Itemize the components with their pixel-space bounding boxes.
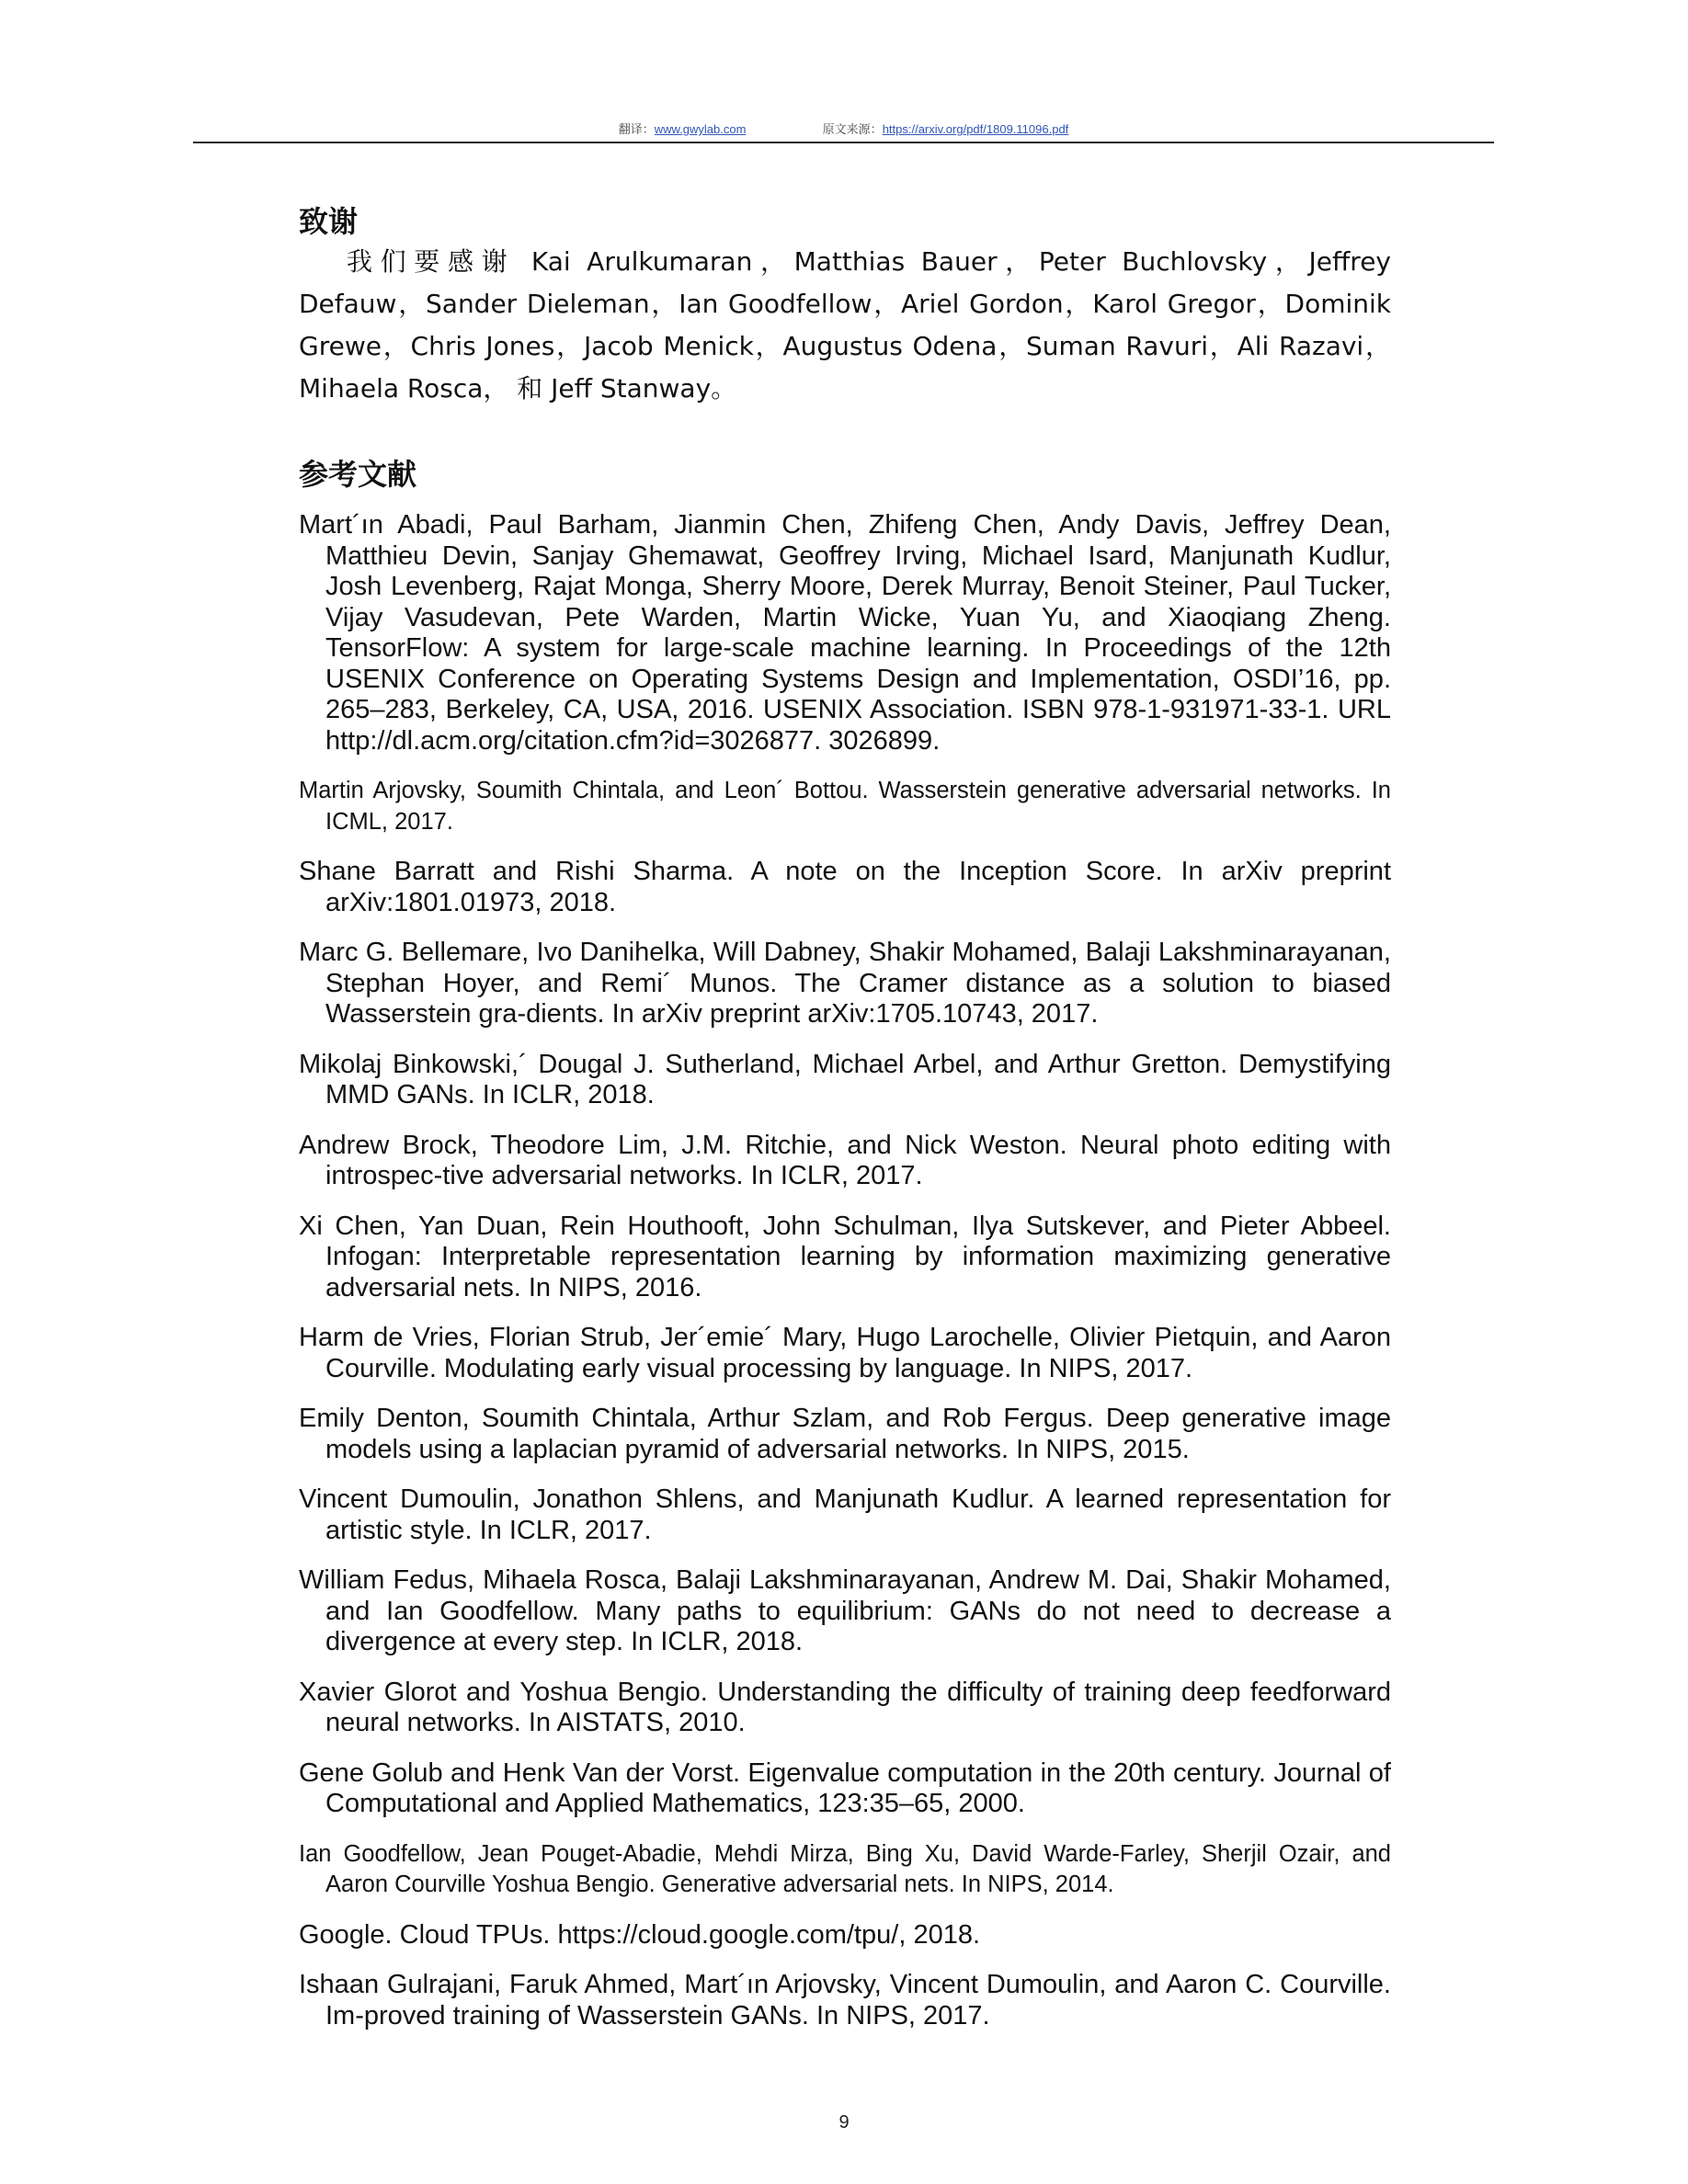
- header-rule: [193, 142, 1494, 143]
- acknowledgements-text: 我们要感谢 Kai Arulkumaran，Matthias Bauer，Peter Buchlovsky，Jeffrey Defauw，Sander Dieleman，Ian Goodfellow，Ariel Gordon，Karol Gregor，Dominik Grewe，Chris Jones，Jacob Menick，Augustus Odena，Suman Ravuri，Ali Razavi，Mihaela Rosca， 和 Jeff Stanway。: [299, 246, 1391, 404]
- reference-item: Xi Chen, Yan Duan, Rein Houthooft, John Schulman, Ilya Sutskever, and Pieter Abbeel. Infogan: Interpretable representation learning by information maximizing generative adversarial nets. In NIPS, 2016.: [299, 1211, 1391, 1302]
- reference-item: Shane Barratt and Rishi Sharma. A note on the Inception Score. In arXiv preprint arXiv:1801.01973, 2018.: [299, 857, 1391, 917]
- reference-item: Vincent Dumoulin, Jonathon Shlens, and Manjunath Kudlur. A learned representation for artistic style. In ICLR, 2017.: [299, 1484, 1391, 1545]
- source-link[interactable]: https://arxiv.org/pdf/1809.11096.pdf: [882, 122, 1069, 136]
- reference-item: William Fedus, Mihaela Rosca, Balaji Lakshminarayanan, Andrew M. Dai, Shakir Mohamed, and Ian Goodfellow. Many paths to equilibrium: GANs do not need to decrease a divergence at every step. In ICLR, 2018.: [299, 1565, 1391, 1656]
- page-number: 9: [838, 2112, 850, 2133]
- reference-item: Ishaan Gulrajani, Faruk Ahmed, Mart´ın Arjovsky, Vincent Dumoulin, and Aaron C. Courville. Im-proved training of Wasserstein GANs. In NIPS, 2017.: [299, 1970, 1391, 2030]
- acknowledgements-title: 致谢: [299, 204, 359, 239]
- reference-item: Xavier Glorot and Yoshua Bengio. Understanding the difficulty of training deep feedforward neural networks. In AISTATS, 2010.: [299, 1677, 1391, 1737]
- reference-item: Emily Denton, Soumith Chintala, Arthur Szlam, and Rob Fergus. Deep generative image models using a laplacian pyramid of adversarial networks. In NIPS, 2015.: [299, 1404, 1391, 1464]
- reference-item: Harm de Vries, Florian Strub, Jer´emie´ Mary, Hugo Larochelle, Olivier Pietquin, and Aaron Courville. Modulating early visual processing by language. In NIPS, 2017.: [299, 1323, 1391, 1383]
- reference-item: Andrew Brock, Theodore Lim, J.M. Ritchie, and Nick Weston. Neural photo editing with introspec-tive adversarial networks. In ICLR, 2017.: [299, 1130, 1391, 1190]
- reference-list: [299, 510, 1391, 2051]
- reference-item: Mart´ın Abadi, Paul Barham, Jianmin Chen, Zhifeng Chen, Andy Davis, Jeffrey Dean, Matthieu Devin, Sanjay Ghemawat, Geoffrey Irving, Michael Isard, Manjunath Kudlur, Josh Levenberg, Rajat Monga, Sherry Moore, Derek Murray, Benoit Steiner, Paul Tucker, Vijay Vasudevan, Pete Warden, Martin Wicke, Yuan Yu, and Xiaoqiang Zheng. TensorFlow: A system for large-scale machine learning. In Proceedings of the 12th USENIX Conference on Operating Systems Design and Implementation, OSDI’16, pp. 265–283, Berkeley, CA, USA, 2016. USENIX Association. ISBN 978-1-931971-33-1. URL http://dl.acm.org/citation.cfm?id=3026877. 3026899.: [299, 510, 1391, 756]
- reference-item: Martin Arjovsky, Soumith Chintala, and Leon´ Bottou. Wasserstein generative adversarial networks. In ICML, 2017.: [299, 778, 1391, 835]
- reference-item: Ian Goodfellow, Jean Pouget-Abadie, Mehdi Mirza, Bing Xu, David Warde-Farley, Sherjil Ozair, and Aaron Courville Yoshua Bengio. Generative adversarial nets. In NIPS, 2014.: [299, 1840, 1391, 1897]
- reference-item: Gene Golub and Henk Van der Vorst. Eigenvalue computation in the 20th century. Journal of Computational and Applied Mathematics, 123:35–65, 2000.: [299, 1757, 1391, 1818]
- translation-label: 翻译：: [618, 122, 655, 136]
- reference-item: Marc G. Bellemare, Ivo Danihelka, Will Dabney, Shakir Mohamed, Balaji Lakshminarayanan, Stephan Hoyer, and Remi´ Munos. The Cramer distance as a solution to biased Wasserstein gra-dients. In arXiv preprint arXiv:1705.10743, 2017.: [299, 938, 1391, 1029]
- source-label: 原文来源：: [822, 122, 883, 136]
- references-title: 参考文献: [299, 457, 417, 492]
- reference-item: Mikolaj Binkowski,´ Dougal J. Sutherland, Michael Arbel, and Arthur Gretton. Demystifying MMD GANs. In ICLR, 2018.: [299, 1049, 1391, 1109]
- translation-link[interactable]: www.gwylab.com: [654, 122, 747, 136]
- page-header: [193, 119, 1494, 143]
- reference-item: Google. Cloud TPUs. https://cloud.google.com/tpu/, 2018.: [299, 1919, 981, 1950]
